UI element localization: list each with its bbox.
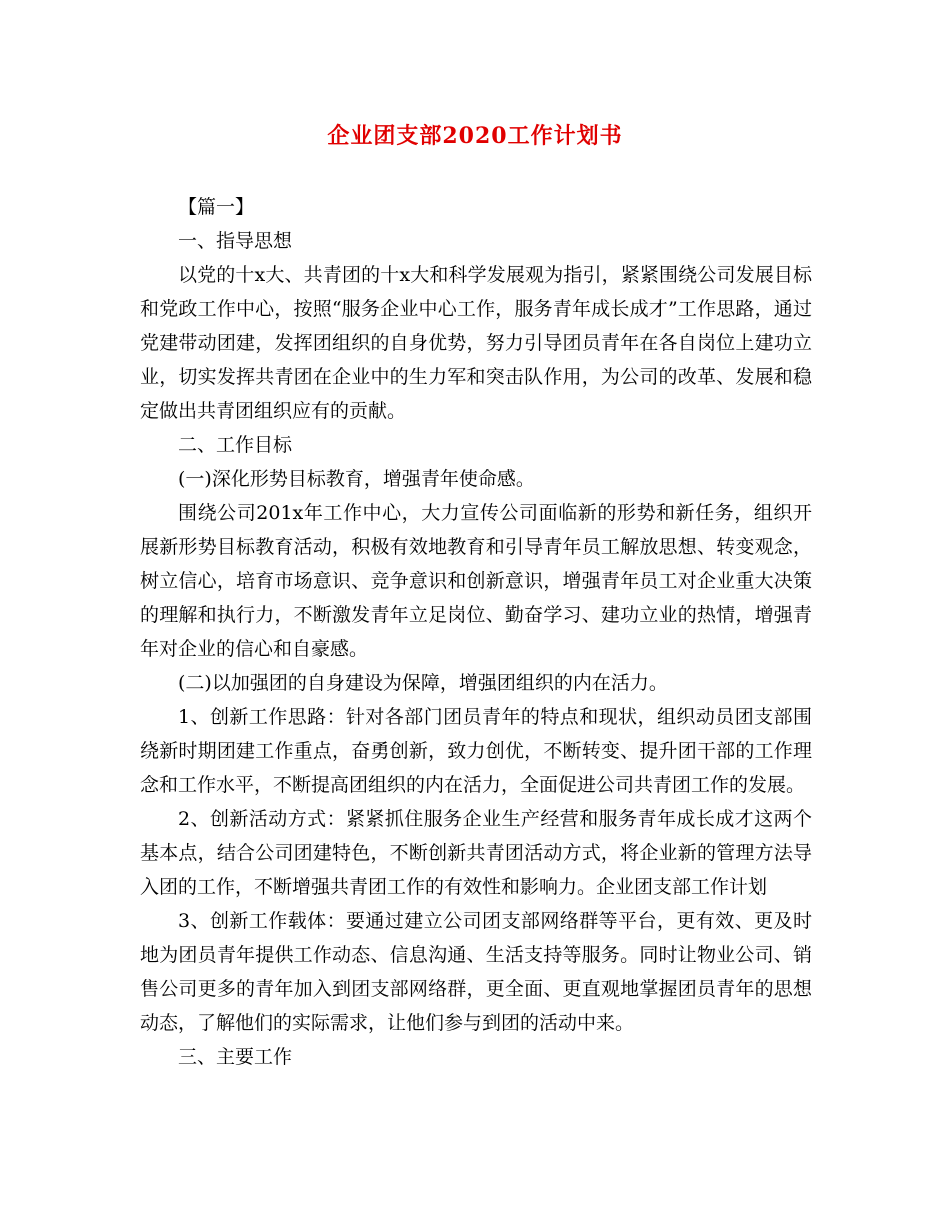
paragraph-innovate-thinking: 1、创新工作思路：针对各部门团员青年的特点和现状，组织动员团支部围绕新时期团建工作重点，奋勇创新，致力创优，不断转变、提升团干部的工作理念和工作水平，不断提高团组织的内在活力，全面促进公司共青团工作的发展。 — [140, 706, 812, 796]
heading-main-work: 三、主要工作 — [178, 1046, 293, 1068]
heading-guiding-ideology: 一、指导思想 — [178, 230, 293, 252]
subheading-goal-one: (一)深化形势目标教育，增强青年使命感。 — [178, 468, 535, 490]
subheading-goal-two: (二)以加强团的自身建设为保障，增强团组织的内在活力。 — [178, 672, 668, 694]
heading-work-goals: 二、工作目标 — [178, 434, 293, 456]
document-body — [140, 190, 812, 1074]
paragraph-goal-one: 围绕公司201x年工作中心，大力宣传公司面临新的形势和新任务，组织开展新形势目标教育活动，积极有效地教育和引导青年员工解放思想、转变观念，树立信心，培育市场意识、竞争意识和创新意识，增强青年员工对企业重大决策的理解和执行力，不断激发青年立足岗位、勤奋学习、建功立业的热情，增强青年对企业的信心和自豪感。 — [140, 502, 812, 660]
section-label-part-one: 【篇一】 — [178, 196, 255, 218]
document-title: 企业团支部2020工作计划书 — [327, 123, 623, 149]
paragraph-guiding-ideology: 以党的十x大、共青团的十x大和科学发展观为指引，紧紧围绕公司发展目标和党政工作中心，按照“服务企业中心工作，服务青年成长成才”工作思路，通过党建带动团建，发挥团组织的自身优势，努力引导团员青年在各自岗位上建功立业，切实发挥共青团在企业中的生力军和突击队作用，为公司的改革、发展和稳定做出共青团组织应有的贡献。 — [140, 264, 812, 422]
paragraph-innovate-carriers: 3、创新工作载体：要通过建立公司团支部网络群等平台，更有效、更及时地为团员青年提供工作动态、信息沟通、生活支持等服务。同时让物业公司、销售公司更多的青年加入到团支部网络群，更全面、更直观地掌握团员青年的思想动态，了解他们的实际需求，让他们参与到团的活动中来。 — [140, 910, 812, 1034]
paragraph-innovate-activities: 2、创新活动方式：紧紧抓住服务企业生产经营和服务青年成长成才这两个基本点，结合公司团建特色，不断创新共青团活动方式，将企业新的管理方法导入团的工作，不断增强共青团工作的有效性和影响力。企业团支部工作计划 — [140, 808, 812, 898]
